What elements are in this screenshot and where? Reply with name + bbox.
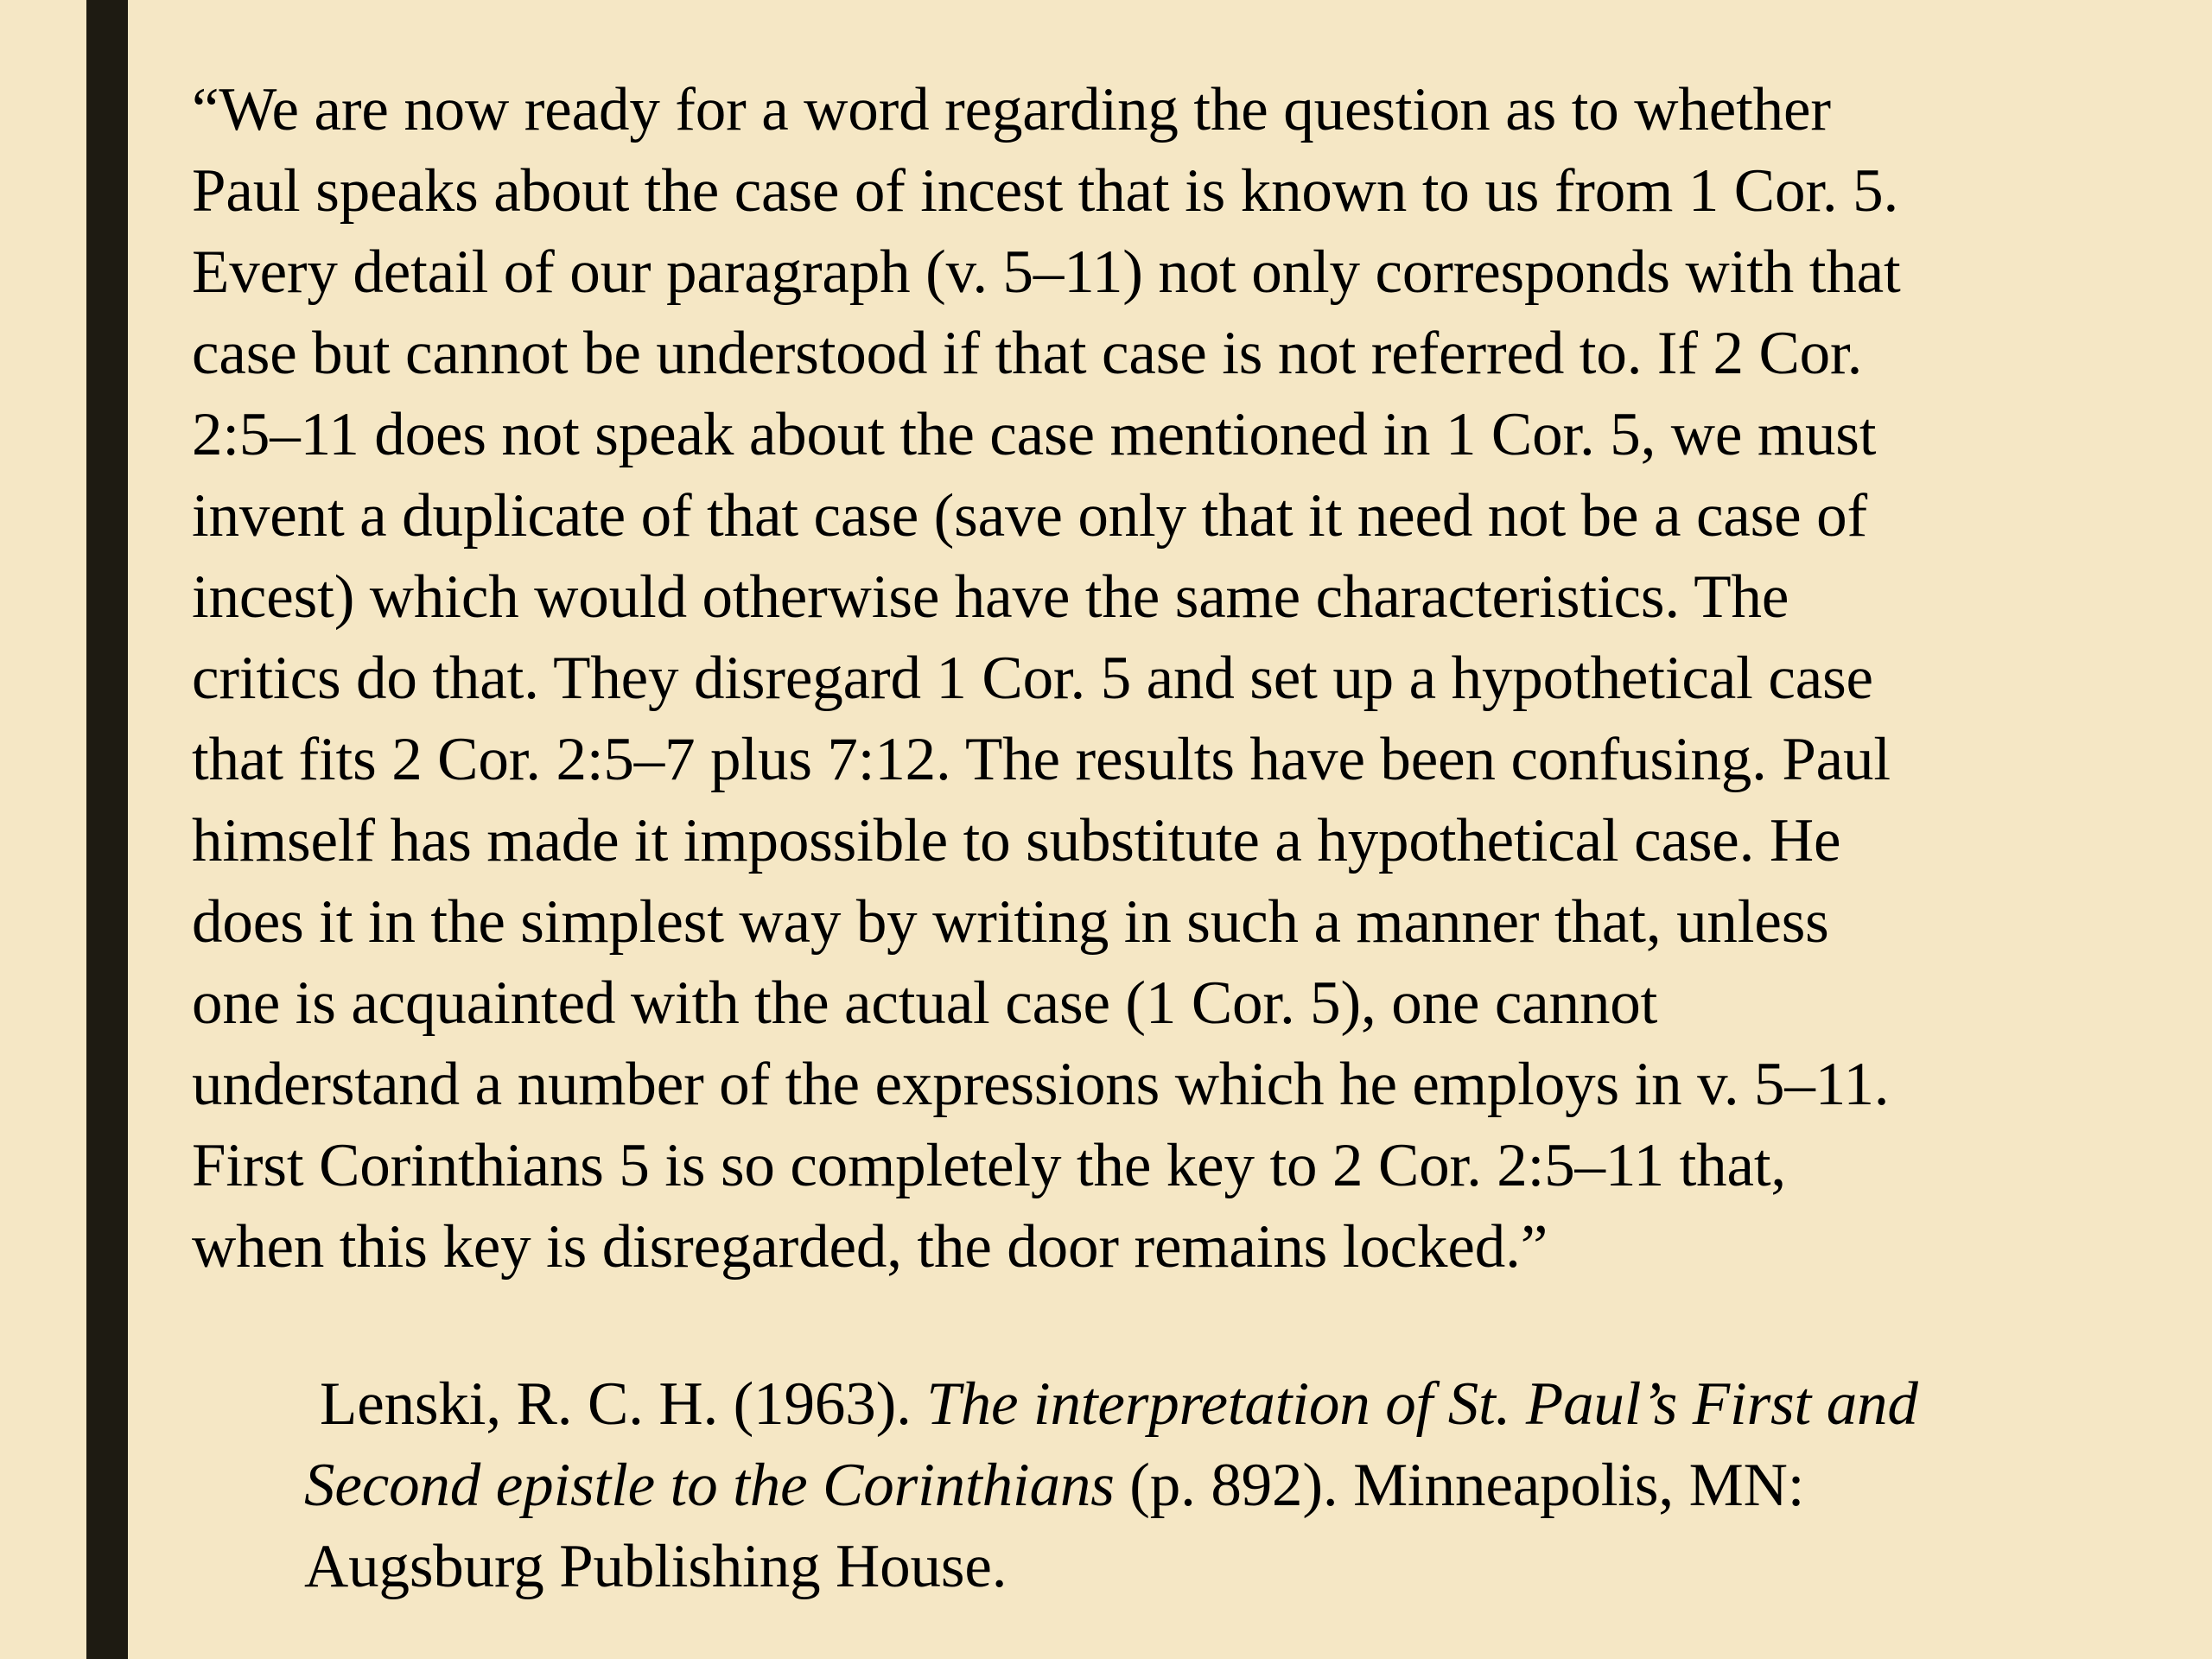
quote-line: invent a duplicate of that case (save only that it need not be a case of (192, 482, 1867, 550)
quote-line: critics do that. They disregard 1 Cor. 5 and set up a hypothetical case (192, 645, 1873, 712)
quote-line: himself has made it impossible to substitute a hypothetical case. He (192, 807, 1841, 874)
side-accent-bar (86, 0, 128, 1659)
quote-line: 2:5–11 does not speak about the case mentioned in 1 Cor. 5, we must (192, 401, 1877, 468)
citation-title-part1: The interpretation of St. Paul’s First and (926, 1370, 1918, 1438)
citation-line-3 (304, 1526, 2162, 1607)
citation-author-year: Lenski, R. C. H. (1963). (320, 1370, 927, 1438)
quote-line: case but cannot be understood if that case is not referred to. If 2 Cor. (192, 320, 1863, 387)
citation-publisher: Augsburg Publishing House. (304, 1533, 1007, 1600)
citation-title-part2: Second epistle to the Corinthians (304, 1452, 1115, 1519)
citation (304, 1363, 2162, 1607)
quote-line: understand a number of the expressions which he employs in v. 5–11. (192, 1051, 1890, 1118)
quote-line: when this key is disregarded, the door remains locked.” (192, 1213, 1548, 1281)
quote-line: First Corinthians 5 is so completely the key to 2 Cor. 2:5–11 that, (192, 1132, 1787, 1199)
quote-line: that fits 2 Cor. 2:5–7 plus 7:12. The results have been confusing. Paul (192, 726, 1891, 793)
quote-block (192, 69, 2127, 1287)
quote-line: Paul speaks about the case of incest that is known to us from 1 Cor. 5. (192, 157, 1899, 225)
citation-pages-publisher: (p. 892). Minneapolis, MN: (1114, 1452, 1805, 1519)
citation-line-1 (304, 1363, 2162, 1445)
citation-line-2 (304, 1445, 2162, 1526)
quote-line: one is acquainted with the actual case (1 Cor. 5), one cannot (192, 969, 1658, 1037)
quote-line: does it in the simplest way by writing in such a manner that, unless (192, 888, 1829, 956)
quote-line: “We are now ready for a word regarding the question as to whether (192, 76, 1831, 143)
quote-line: incest) which would otherwise have the same characteristics. The (192, 563, 1789, 631)
quote-line: Every detail of our paragraph (v. 5–11) not only corresponds with that (192, 238, 1901, 306)
